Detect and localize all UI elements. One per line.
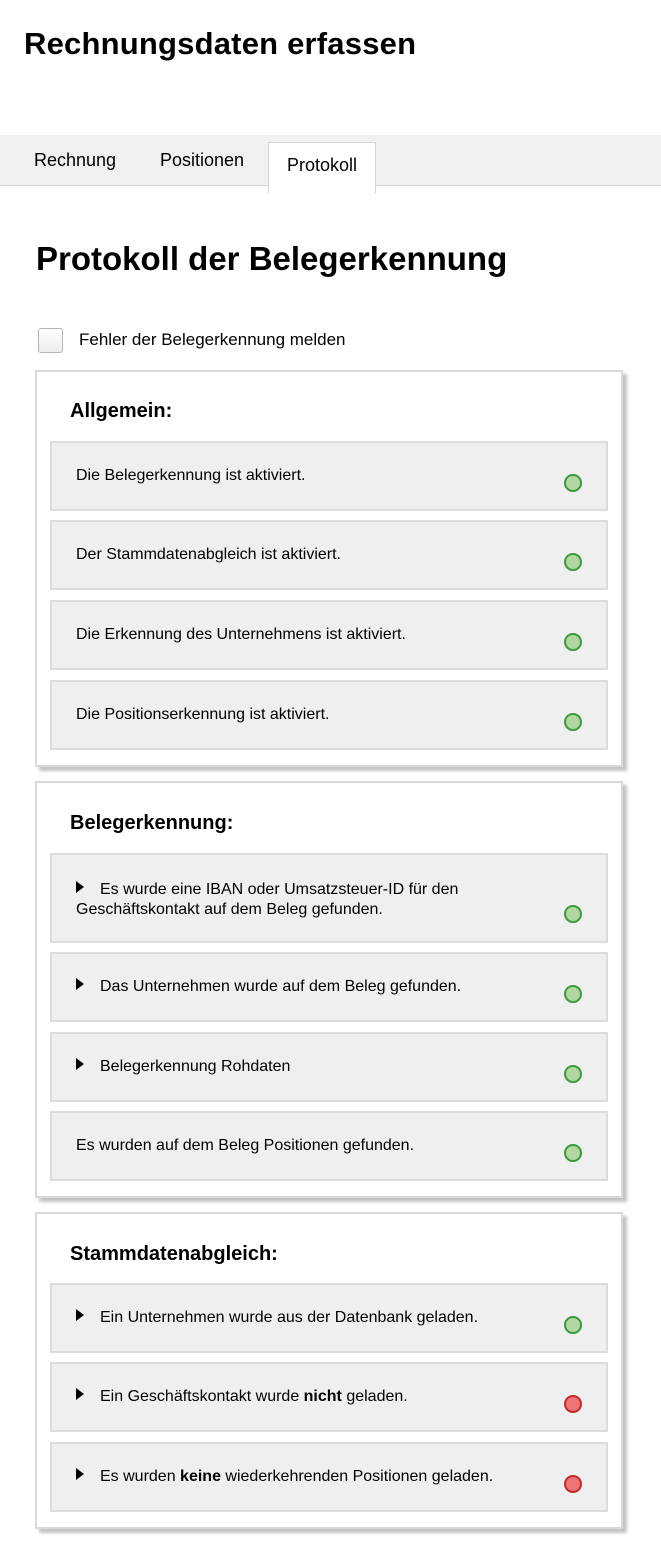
panel-allgemein xyxy=(35,370,623,767)
expand-arrow-icon xyxy=(76,1388,84,1400)
log-item-text: Ein Geschäftskontakt wurde nicht geladen. xyxy=(76,1364,546,1430)
status-error-icon xyxy=(564,1475,582,1493)
status-ok-icon xyxy=(564,1316,582,1334)
status-error-icon xyxy=(564,1395,582,1413)
tab-positionen[interactable]: Positionen xyxy=(160,150,245,170)
tab-bar xyxy=(0,135,661,186)
status-ok-icon xyxy=(564,1065,582,1083)
expand-arrow-icon xyxy=(76,881,84,893)
report-error-checkbox[interactable] xyxy=(38,328,63,353)
panel-stammdatenabgleich xyxy=(35,1212,623,1529)
status-ok-icon xyxy=(564,905,582,923)
expand-arrow-icon xyxy=(76,1058,84,1070)
status-ok-icon xyxy=(564,713,582,731)
status-ok-icon xyxy=(564,553,582,571)
log-item xyxy=(50,520,608,590)
tab-rechnung[interactable]: Rechnung xyxy=(34,150,117,170)
log-item-text: Der Stammdatenabgleich ist aktiviert. xyxy=(76,546,341,563)
log-item xyxy=(50,441,608,511)
expand-arrow-icon xyxy=(76,1309,84,1321)
log-item xyxy=(50,600,608,670)
log-item xyxy=(50,1111,608,1181)
status-ok-icon xyxy=(564,1144,582,1162)
log-item-expandable[interactable] xyxy=(50,952,608,1022)
panel-title: Belegerkennung: xyxy=(70,812,234,834)
log-item-text: Die Positionserkennung ist aktiviert. xyxy=(76,706,330,723)
status-ok-icon xyxy=(564,474,582,492)
tab-protokoll[interactable]: Protokoll xyxy=(268,142,376,194)
status-ok-icon xyxy=(564,633,582,651)
log-item-text: Belegerkennung Rohdaten xyxy=(76,1034,546,1100)
log-item-text: Es wurden auf dem Beleg Positionen gefunden. xyxy=(76,1137,415,1154)
log-item-expandable[interactable] xyxy=(50,1362,608,1432)
log-item-text: Es wurde eine IBAN oder Umsatzsteuer-ID für den Geschäftskontakt auf dem Beleg gefunden. xyxy=(76,881,459,918)
page-title: Protokoll der Belegerkennung xyxy=(36,240,508,277)
log-item-expandable[interactable] xyxy=(50,1442,608,1512)
log-item xyxy=(50,680,608,750)
log-item-text: Es wurden keine wiederkehrenden Positionen geladen. xyxy=(76,1444,546,1510)
report-error-label: Fehler der Belegerkennung melden xyxy=(79,330,346,349)
status-ok-icon xyxy=(564,985,582,1003)
report-error-row[interactable] xyxy=(38,327,346,353)
log-item-text: Die Erkennung des Unternehmens ist aktiviert. xyxy=(76,626,406,643)
log-item-text: Ein Unternehmen wurde aus der Datenbank geladen. xyxy=(76,1285,546,1351)
panel-belegerkennung xyxy=(35,781,623,1198)
log-item-expandable[interactable] xyxy=(50,853,608,943)
expand-arrow-icon xyxy=(76,1468,84,1480)
panel-title: Allgemein: xyxy=(70,400,173,422)
log-item-expandable[interactable] xyxy=(50,1283,608,1353)
app-title: Rechnungsdaten erfassen xyxy=(24,26,417,61)
panel-title: Stammdatenabgleich: xyxy=(70,1243,278,1265)
expand-arrow-icon xyxy=(76,978,84,990)
log-item-text: Das Unternehmen wurde auf dem Beleg gefunden. xyxy=(76,954,546,1020)
log-item-expandable[interactable] xyxy=(50,1032,608,1102)
log-item-text: Die Belegerkennung ist aktiviert. xyxy=(76,467,306,484)
